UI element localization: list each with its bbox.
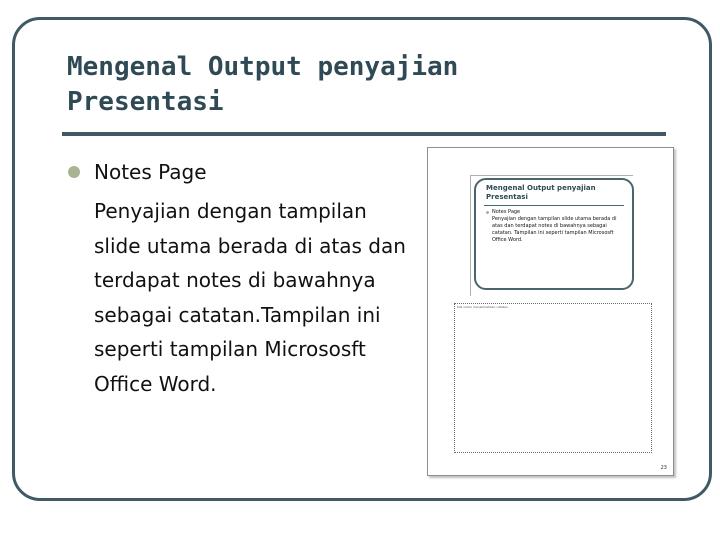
bullet-body: Penyajian dengan tampilan slide utama berada di atas dan terdapat notes di bawahnya sebagai catatan.Tampilan ini seperti tampilan Micrososft Office Word.: [94, 199, 406, 396]
thumbnail-bullet-heading: Notes Page: [492, 209, 521, 215]
thumbnail-title-divider: [484, 205, 624, 206]
title-divider: [62, 132, 666, 136]
thumbnail-notes-area: [454, 303, 652, 453]
thumbnail-slide: [474, 178, 634, 290]
notes-page-thumbnail: [427, 147, 674, 476]
thumbnail-page-number: 23: [660, 465, 667, 471]
thumbnail-bullet-icon: [486, 211, 489, 214]
bullet-heading: Notes Page: [94, 160, 207, 184]
slide-title: Mengenal Output penyajian Presentasi: [67, 52, 459, 117]
thumbnail-notes-label: Klik untuk menambahkan catatan: [457, 305, 508, 309]
thumbnail-bullet-body: Penyajian dengan tampilan slide utama berada di atas dan terdapat notes di bawahnya sebagai catatan. Tampilan ini seperti tampilan Micrososft Office Word.: [492, 216, 617, 243]
thumbnail-slide-title: Mengenal Output penyajian Presentasi: [486, 184, 596, 201]
bullet-icon: [68, 166, 80, 178]
